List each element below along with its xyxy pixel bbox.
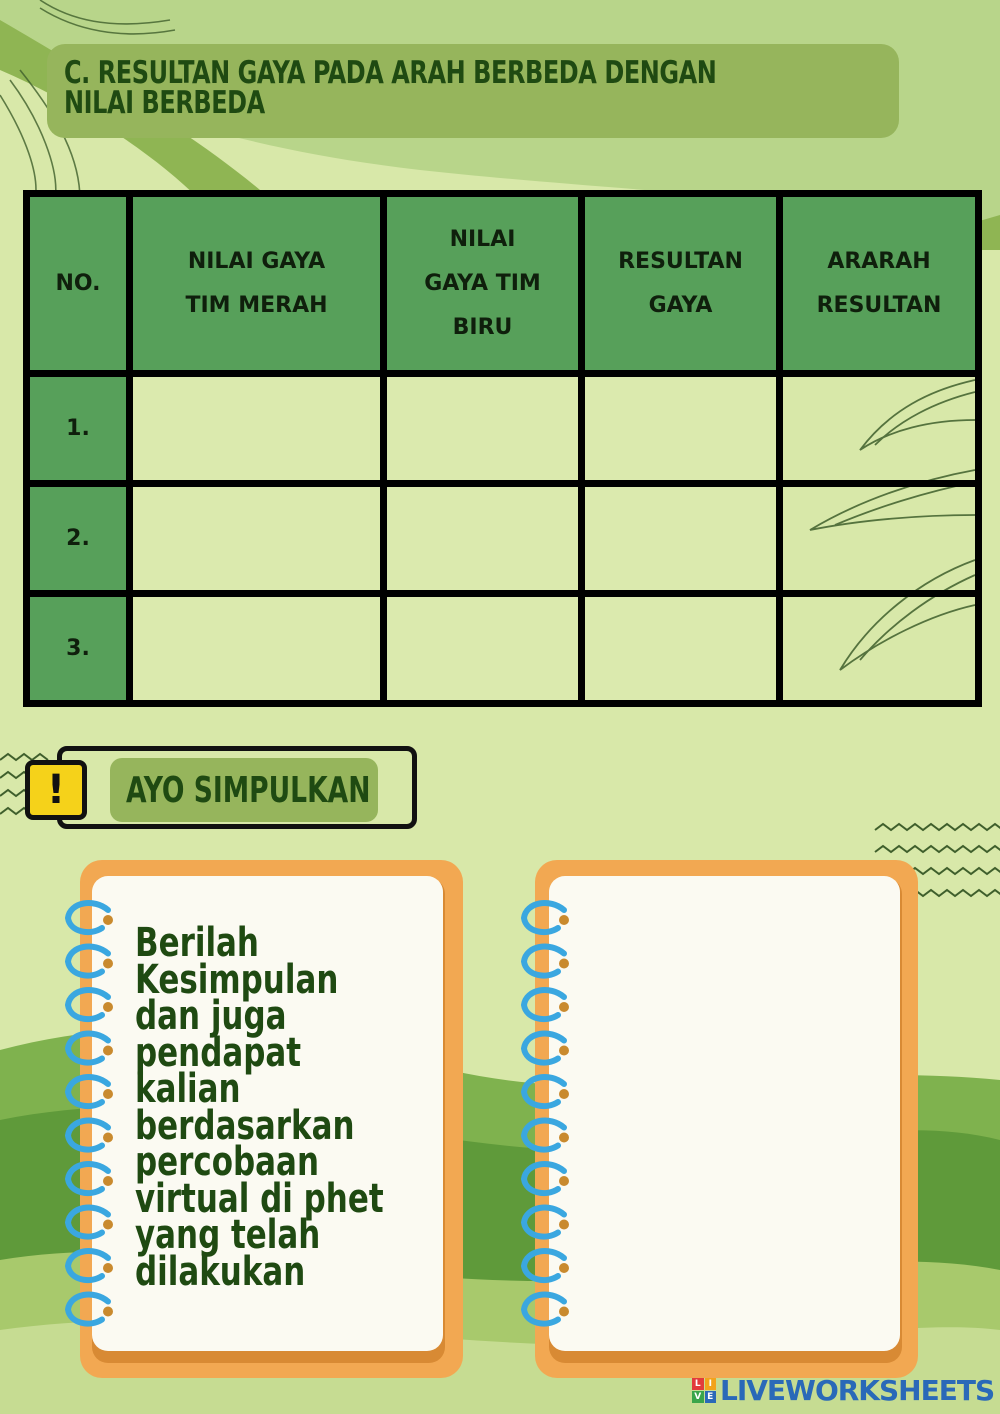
- answer-cell[interactable]: [130, 484, 384, 594]
- logo-letter: L: [692, 1378, 704, 1390]
- answer-cell[interactable]: [780, 484, 979, 594]
- watermark-text: LIVEWORKSHEETS: [720, 1373, 995, 1407]
- answer-cell[interactable]: [582, 594, 780, 704]
- header-nilai-gaya-tim-merah: NILAI GAYA TIM MERAH: [130, 194, 384, 374]
- answer-cell[interactable]: [130, 374, 384, 484]
- answer-cell[interactable]: [384, 484, 582, 594]
- answer-cell[interactable]: [384, 594, 582, 704]
- row-number: 1.: [27, 374, 130, 484]
- answer-cell[interactable]: [384, 374, 582, 484]
- conclusion-label: AYO SIMPULKAN: [126, 770, 371, 811]
- page-title: C. RESULTAN GAYA PADA ARAH BERBEDA DENGAN NILAI BERBEDA: [64, 55, 717, 121]
- answer-cell[interactable]: [780, 374, 979, 484]
- header-nilai-gaya-tim-biru: NILAI GAYA TIM BIRU: [384, 194, 582, 374]
- row-number: 3.: [27, 594, 130, 704]
- table-header-row: [27, 194, 979, 374]
- header-ararah-resultan: ARARAH RESULTAN: [780, 194, 979, 374]
- header-resultan-gaya: RESULTAN GAYA: [582, 194, 780, 374]
- logo-letter: V: [692, 1391, 704, 1403]
- exclamation-icon: !: [25, 760, 87, 820]
- answer-cell[interactable]: [582, 374, 780, 484]
- answer-notebook-page[interactable]: [549, 876, 900, 1351]
- answer-cell[interactable]: [130, 594, 384, 704]
- header-no: NO.: [27, 194, 130, 374]
- logo-letter: E: [705, 1391, 717, 1403]
- table-row: [27, 374, 979, 484]
- liveworksheets-logo: [692, 1378, 716, 1402]
- table-row: [27, 594, 979, 704]
- answer-cell[interactable]: [582, 484, 780, 594]
- resultant-force-table: [23, 190, 982, 707]
- conclusion-prompt: Berilah Kesimpulan dan juga pendapat kalian berdasarkan percobaan virtual di phet yang telah dilakukan: [135, 920, 384, 1295]
- row-number: 2.: [27, 484, 130, 594]
- liveworksheets-watermark: [692, 1373, 994, 1407]
- logo-letter: I: [705, 1378, 717, 1390]
- answer-cell[interactable]: [780, 594, 979, 704]
- table-row: [27, 484, 979, 594]
